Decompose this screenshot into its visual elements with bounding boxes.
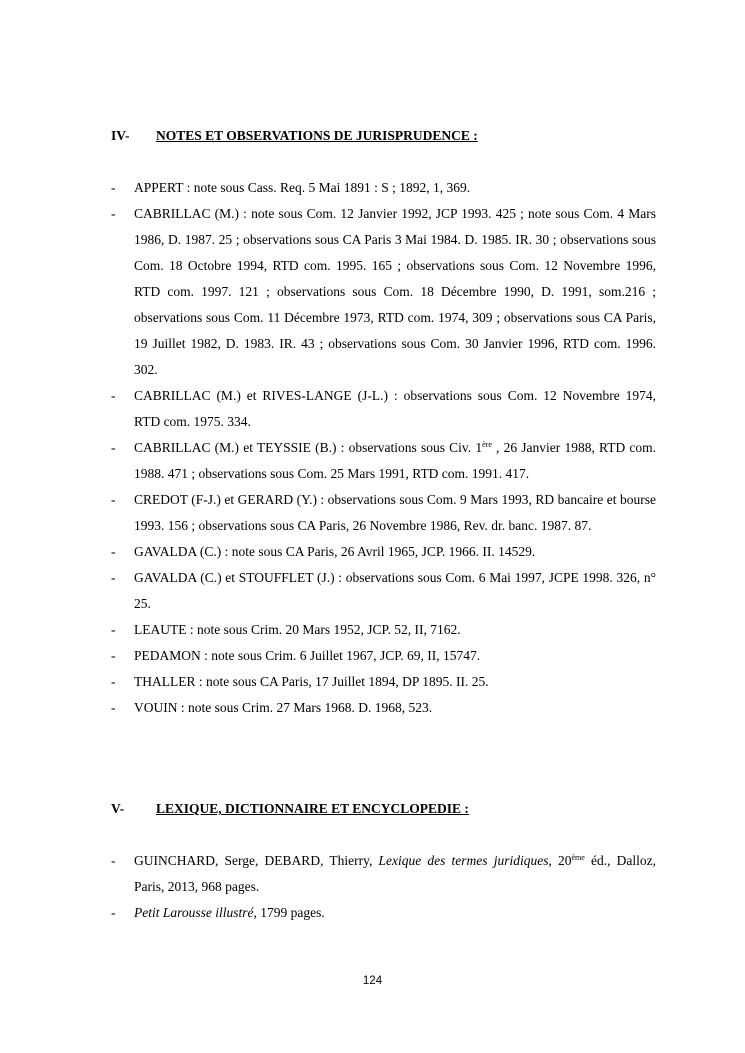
section-title: NOTES ET OBSERVATIONS DE JURISPRUDENCE :	[156, 128, 478, 143]
entry-authors: GUINCHARD, Serge, DEBARD, Thierry,	[134, 853, 379, 868]
entry-text-part: , 20	[548, 853, 572, 868]
list-dash: -	[111, 388, 116, 403]
entry-text: CABRILLAC (M.) et RIVES-LANGE (J-L.) : observations sous Com. 12 Novembre 1974, RTD com. 1975. 334.	[134, 388, 656, 429]
entry-text: GAVALDA (C.) : note sous CA Paris, 26 Avril 1965, JCP. 1966. II. 14529.	[134, 544, 536, 559]
list-item	[111, 487, 656, 539]
list-item	[111, 201, 656, 383]
list-dash: -	[111, 440, 116, 455]
list-dash: -	[111, 206, 116, 221]
entry-text-part: , 1799 pages.	[253, 905, 325, 920]
list-item	[111, 435, 656, 487]
entry-text: APPERT : note sous Cass. Req. 5 Mai 1891 : S ; 1892, 1, 369.	[134, 180, 471, 195]
list-item	[111, 175, 656, 201]
list-item	[111, 539, 656, 565]
entry-text-part: CABRILLAC (M.) et TEYSSIE (B.) : observations sous Civ. 1	[134, 440, 483, 455]
book-title: Petit Larousse illustré	[134, 905, 254, 920]
list-item	[111, 848, 656, 900]
entry-text: VOUIN : note sous Crim. 27 Mars 1968. D. 1968, 523.	[134, 700, 433, 715]
lexicon-list	[111, 848, 656, 926]
list-item	[111, 617, 656, 643]
list-dash: -	[111, 648, 116, 663]
list-dash: -	[111, 622, 116, 637]
list-dash: -	[111, 544, 116, 559]
entry-text: GAVALDA (C.) et STOUFFLET (J.) : observations sous Com. 6 Mai 1997, JCPE 1998. 326, n° 25.	[134, 570, 656, 611]
list-item	[111, 383, 656, 435]
entry-text-part: éd., Dalloz, Paris, 2013, 968 pages.	[134, 853, 656, 894]
section-number: IV-	[111, 128, 130, 143]
jurisprudence-list	[111, 175, 656, 721]
superscript: ère	[482, 440, 492, 449]
list-dash: -	[111, 570, 116, 585]
list-dash: -	[111, 853, 116, 868]
section-number: V-	[111, 801, 125, 816]
book-title: Lexique des termes juridiques	[378, 853, 549, 868]
list-item	[111, 900, 656, 926]
list-dash: -	[111, 492, 116, 507]
section-title: LEXIQUE, DICTIONNAIRE ET ENCYCLOPEDIE :	[156, 801, 469, 816]
list-dash: -	[111, 674, 116, 689]
entry-text: CREDOT (F-J.) et GERARD (Y.) : observations sous Com. 9 Mars 1993, RD bancaire et bourse 1993. 156 ; observations sous CA Paris, 26 Novembre 1986, Rev. dr. banc. 1987. 87.	[134, 492, 656, 533]
entry-text: CABRILLAC (M.) : note sous Com. 12 Janvier 1992, JCP 1993. 425 ; note sous Com. 4 Mars 1986, D. 1987. 25 ; observations sous CA Paris 3 Mai 1984. D. 1985. IR. 30 ; observations sous Com. 18 Octobre 1994, RTD com. 1995. 165 ; observations sous Com. 12 Novembre 1996, RTD com. 1997. 121 ; observations sous Com. 18 Décembre 1990, D. 1991, som.216 ; observations sous Com. 11 Décembre 1973, RTD com. 1974, 309 ; observations sous CA Paris, 19 Juillet 1982, D. 1983. IR. 43 ; observations sous Com. 30 Janvier 1996, RTD com. 1996. 302.	[134, 206, 656, 377]
entry-text: PEDAMON : note sous Crim. 6 Juillet 1967, JCP. 69, II, 15747.	[134, 648, 481, 663]
section-heading-iv	[111, 128, 478, 144]
page-number: 124	[362, 975, 383, 987]
superscript: ème	[571, 853, 585, 862]
section-heading-v	[111, 801, 469, 817]
list-dash: -	[111, 700, 116, 715]
entry-text-part: , 26 Janvier 1988, RTD com. 1988. 471 ; observations sous Com. 25 Mars 1991, RTD com. 1991. 417.	[134, 440, 656, 481]
entry-text: LEAUTE : note sous Crim. 20 Mars 1952, JCP. 52, II, 7162.	[134, 622, 461, 637]
list-item	[111, 565, 656, 617]
list-item	[111, 643, 656, 669]
list-dash: -	[111, 180, 116, 195]
list-item	[111, 669, 656, 695]
list-dash: -	[111, 905, 116, 920]
list-item	[111, 695, 656, 721]
entry-text: THALLER : note sous CA Paris, 17 Juillet 1894, DP 1895. II. 25.	[134, 674, 489, 689]
